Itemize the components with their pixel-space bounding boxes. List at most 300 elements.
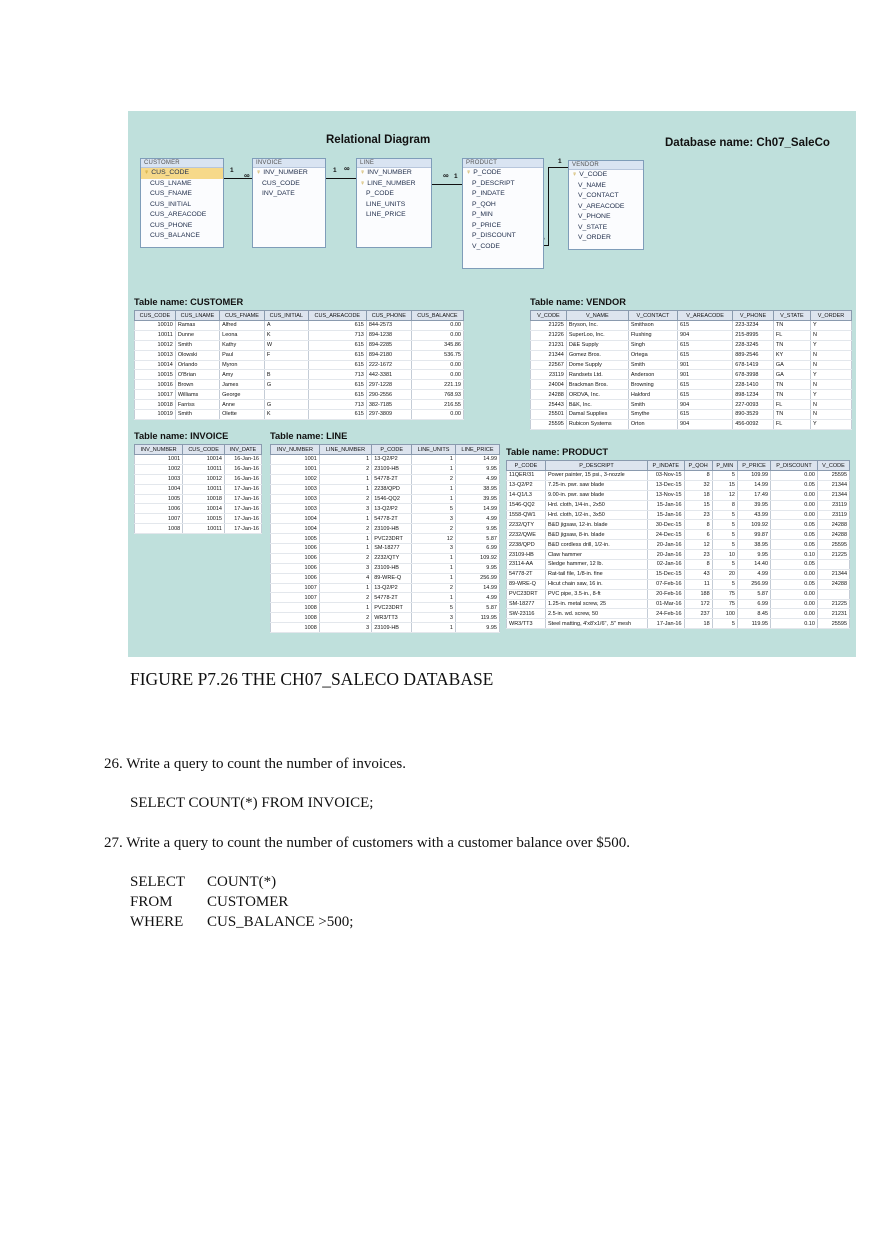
entity-field: CUS_AREACODE	[150, 211, 207, 218]
table-cell: G	[264, 380, 308, 390]
entity-field: P_DESCRIPT	[472, 179, 515, 187]
table-cell: 0.05	[771, 540, 818, 550]
table-cell: 23114-AA	[507, 560, 546, 570]
table-cell: 615	[308, 410, 366, 420]
table-cell: 100	[712, 609, 737, 619]
table-row	[271, 613, 500, 623]
table-cell: Hicut chain saw, 16 in.	[545, 579, 647, 589]
table-cell: 228-3245	[733, 340, 774, 350]
table-cell: 1	[319, 544, 371, 554]
table-cell: 8	[684, 560, 712, 570]
table-cell: 2238/QPD	[507, 540, 546, 550]
table-row	[271, 593, 500, 603]
table-cell: 13-Nov-15	[648, 490, 685, 500]
table-cell: 16-Jan-16	[224, 464, 261, 474]
table-cell: PVC23DRT	[507, 589, 546, 599]
table-cell: 23109-HB	[372, 623, 412, 633]
table-cell: 2238/QPD	[372, 484, 412, 494]
table-row	[135, 464, 262, 474]
table-cell: 615	[308, 380, 366, 390]
table-cell: 1	[412, 455, 456, 465]
table-cell: 25595	[817, 540, 849, 550]
table-cell: 297-3809	[366, 410, 411, 420]
table-cell: Paul	[220, 350, 265, 360]
entity-product[interactable]	[462, 158, 544, 269]
invoice-table	[134, 444, 262, 534]
table-cell: 1007	[271, 593, 320, 603]
table-cell: FL	[773, 330, 810, 340]
table-cell: 10014	[183, 455, 225, 465]
table-row	[531, 340, 852, 350]
table-cell: 256.99	[737, 579, 770, 589]
table-cell: 1003	[271, 494, 320, 504]
table-cell: Smith	[628, 360, 677, 370]
table-cell: 23119	[531, 370, 567, 380]
column-header: CUS_BALANCE	[411, 311, 463, 321]
table-cell: 54778-2T	[507, 569, 546, 579]
table-row	[507, 520, 850, 530]
table-cell: PVC pipe, 3.5-in., 8-ft	[545, 589, 647, 599]
table-cell: 12	[712, 490, 737, 500]
table-cell: 17-Jan-16	[224, 514, 261, 524]
table-cell: 9.95	[455, 524, 499, 534]
table-row	[507, 540, 850, 550]
table-cell: 32	[684, 480, 712, 490]
table-row	[531, 370, 852, 380]
table-cell: 8	[712, 500, 737, 510]
database-name: Database name: Ch07_SaleCo	[665, 137, 830, 149]
table-cell	[264, 390, 308, 400]
table-cell: Williams	[175, 390, 219, 400]
table-cell: 1002	[135, 464, 183, 474]
key-icon: ♀	[466, 169, 472, 176]
entity-field: CUS_CODE	[262, 179, 300, 187]
table-cell: 1005	[271, 534, 320, 544]
table-cell: 615	[677, 340, 732, 350]
table-cell: Y	[810, 340, 851, 350]
table-cell: Y	[810, 370, 851, 380]
table-cell: G	[264, 400, 308, 410]
table-row	[135, 474, 262, 484]
table-row	[507, 579, 850, 589]
table-cell: 1	[319, 455, 371, 465]
table-cell: 2232/QWE	[507, 530, 546, 540]
table-cell: Orton	[628, 419, 677, 429]
table-cell: 0.05	[771, 520, 818, 530]
table-cell: 89-WRE-Q	[507, 579, 546, 589]
table-row	[271, 534, 500, 544]
table-cell: Flushing	[628, 330, 677, 340]
entity-invoice[interactable]	[252, 158, 326, 248]
table-cell: 2	[319, 553, 371, 563]
key-icon: ♀	[360, 179, 366, 187]
table-cell: Singh	[628, 340, 677, 350]
table-cell: Power painter, 15 psi., 3-nozzle	[545, 471, 647, 481]
table-cell: 5.87	[455, 603, 499, 613]
table-cell: 1004	[271, 524, 320, 534]
rel-vendor-top	[548, 167, 568, 168]
table-cell: FL	[773, 400, 810, 410]
table-cell: 1	[412, 623, 456, 633]
sql-where-value: CUS_BALANCE >500;	[207, 914, 354, 930]
table-cell: 223-3234	[733, 321, 774, 331]
column-header: V_CONTACT	[628, 311, 677, 321]
table-cell: 1006	[271, 563, 320, 573]
table-cell: 25595	[817, 619, 849, 629]
table-cell: N	[810, 410, 851, 420]
column-header: P_CODE	[507, 461, 546, 471]
table-cell: 1.25-in. metal screw, 25	[545, 599, 647, 609]
table-cell: A	[264, 321, 308, 331]
table-cell: Orlando	[175, 360, 219, 370]
table-cell: 890-3529	[733, 410, 774, 420]
table-cell: 0.00	[771, 599, 818, 609]
table-cell: 10013	[135, 350, 176, 360]
table-cell: 0.10	[771, 619, 818, 629]
table-cell: 18	[684, 619, 712, 629]
table-cell: 14.99	[455, 504, 499, 514]
table-cell: 23119	[817, 500, 849, 510]
table-cell: 24288	[531, 390, 567, 400]
table-cell: Dunne	[175, 330, 219, 340]
table-cell: 13-Q2/P2	[372, 455, 412, 465]
table-cell: 2.5-in. wd. screw, 50	[545, 609, 647, 619]
table-cell: Smith	[175, 340, 219, 350]
table-cell: 54778-2T	[372, 514, 412, 524]
table-cell: 23	[684, 550, 712, 560]
table-cell: 21225	[817, 599, 849, 609]
entity-line[interactable]	[356, 158, 432, 248]
table-cell: 1	[412, 573, 456, 583]
table-cell: 6.99	[455, 544, 499, 554]
table-cell: George	[220, 390, 265, 400]
entity-field: V_CONTACT	[578, 192, 619, 199]
table-cell: Dome Supply	[566, 360, 628, 370]
table-row	[271, 484, 500, 494]
key-icon: ♀	[256, 169, 262, 176]
table-cell: Brown	[175, 380, 219, 390]
table-cell: 0.00	[411, 410, 463, 420]
table-cell: 222-1672	[366, 360, 411, 370]
entity-field: P_DISCOUNT	[472, 232, 516, 239]
table-cell: 14.40	[737, 560, 770, 570]
column-header: CUS_PHONE	[366, 311, 411, 321]
column-header: LINE_UNITS	[412, 445, 456, 455]
table-cell: 10017	[135, 390, 176, 400]
table-cell: 1001	[135, 455, 183, 465]
card-one: 1	[230, 167, 234, 174]
table-cell: 23	[684, 510, 712, 520]
table-cell: 11	[684, 579, 712, 589]
column-header: V_PHONE	[733, 311, 774, 321]
table-row	[135, 400, 464, 410]
table-cell: 1004	[135, 484, 183, 494]
table-cell: Bryson, Inc.	[566, 321, 628, 331]
table-cell: W	[264, 340, 308, 350]
table-cell: Myron	[220, 360, 265, 370]
table-row	[531, 419, 852, 429]
table-cell: 5	[712, 471, 737, 481]
table-cell: Smith	[628, 400, 677, 410]
table-row	[507, 569, 850, 579]
table-cell: N	[810, 360, 851, 370]
table-cell: 10011	[183, 524, 225, 534]
table-cell: 15	[684, 500, 712, 510]
card-many: ∞	[344, 164, 350, 173]
table-cell: Rubicon Systems	[566, 419, 628, 429]
table-row	[271, 573, 500, 583]
sql-from-keyword: FROM	[130, 894, 173, 910]
table-cell: 24-Dec-15	[648, 530, 685, 540]
table-row	[135, 330, 464, 340]
entity-customer[interactable]	[140, 158, 224, 248]
table-cell: Olowski	[175, 350, 219, 360]
table-cell: 14.99	[455, 583, 499, 593]
table-cell: N	[810, 380, 851, 390]
table-row	[135, 321, 464, 331]
table-cell: 9.95	[737, 550, 770, 560]
table-cell: 1003	[271, 484, 320, 494]
card-one: 1	[454, 173, 458, 180]
table-cell: 0.00	[771, 569, 818, 579]
table-cell: 54778-2T	[372, 474, 412, 484]
customer-table	[134, 310, 464, 420]
table-cell: 13-Q2/P2	[372, 583, 412, 593]
table-cell: 1	[412, 593, 456, 603]
table-cell: Gomez Bros.	[566, 350, 628, 360]
diagram-title: Relational Diagram	[326, 134, 431, 146]
table-row	[135, 455, 262, 465]
table-cell: 1546-QQ2	[507, 500, 546, 510]
table-cell: Steel matting, 4'x8'x1/6", .5" mesh	[545, 619, 647, 629]
table-row	[135, 504, 262, 514]
table-cell: 8	[684, 520, 712, 530]
table-cell: 894-2285	[366, 340, 411, 350]
table-cell: B&D jigsaw, 8-in. blade	[545, 530, 647, 540]
table-cell: 1007	[271, 583, 320, 593]
sql-select-keyword: SELECT	[130, 874, 185, 890]
table-cell: 615	[308, 350, 366, 360]
table-cell: TN	[773, 340, 810, 350]
table-cell: 216.55	[411, 400, 463, 410]
table-cell: Leona	[220, 330, 265, 340]
table-header-row	[271, 445, 500, 455]
table-cell: K	[264, 410, 308, 420]
table-cell: 1006	[135, 504, 183, 514]
table-cell: B&D cordless drill, 1/2-in.	[545, 540, 647, 550]
table-cell: 768.93	[411, 390, 463, 400]
table-header-row	[531, 311, 852, 321]
table-cell: 5	[712, 540, 737, 550]
table-row	[507, 599, 850, 609]
table-cell: 345.86	[411, 340, 463, 350]
entity-title: VENDOR	[569, 161, 643, 170]
table-row	[135, 340, 464, 350]
table-cell: 75	[712, 599, 737, 609]
customer-table-label: Table name: CUSTOMER	[134, 297, 244, 307]
table-row	[507, 609, 850, 619]
table-cell: 894-1238	[366, 330, 411, 340]
table-cell: 17-Jan-16	[224, 494, 261, 504]
table-cell: 0.10	[771, 550, 818, 560]
table-cell: 10012	[135, 340, 176, 350]
table-cell: 20-Jan-16	[648, 550, 685, 560]
column-header: CUS_INITIAL	[264, 311, 308, 321]
entity-field: LINE_PRICE	[366, 211, 406, 218]
table-cell: 0.00	[411, 321, 463, 331]
table-cell: 1008	[271, 623, 320, 633]
table-row	[135, 390, 464, 400]
table-cell: 1	[412, 553, 456, 563]
table-cell: 1008	[135, 524, 183, 534]
table-cell: Farriss	[175, 400, 219, 410]
table-cell: 10019	[135, 410, 176, 420]
table-cell: Y	[810, 321, 851, 331]
table-cell: 1	[319, 534, 371, 544]
table-cell: 14.99	[455, 455, 499, 465]
column-header: LINE_PRICE	[455, 445, 499, 455]
table-row	[135, 524, 262, 534]
table-row	[507, 500, 850, 510]
column-header: INV_DATE	[224, 445, 261, 455]
table-cell: Browning	[628, 380, 677, 390]
table-cell: 1006	[271, 553, 320, 563]
table-cell: Amy	[220, 370, 265, 380]
table-cell: 678-1419	[733, 360, 774, 370]
table-cell: Ortega	[628, 350, 677, 360]
table-cell: 13-Q2/P2	[507, 480, 546, 490]
column-header: V_STATE	[773, 311, 810, 321]
column-header: V_ORDER	[810, 311, 851, 321]
table-cell: GA	[773, 360, 810, 370]
table-cell: 615	[308, 340, 366, 350]
table-cell: 7.25-in. pwr. saw blade	[545, 480, 647, 490]
table-cell: 109.92	[737, 520, 770, 530]
table-cell: 23119	[817, 510, 849, 520]
table-cell: Ramas	[175, 321, 219, 331]
table-cell: Hakford	[628, 390, 677, 400]
table-cell: Alfred	[220, 321, 265, 331]
entity-field-key: ♀ V_CODE	[572, 171, 608, 178]
table-cell: 22567	[531, 360, 567, 370]
table-cell: 109.99	[737, 471, 770, 481]
table-cell: 9.95	[455, 563, 499, 573]
column-header: V_CODE	[531, 311, 567, 321]
table-cell: 10	[712, 550, 737, 560]
table-cell: 13-Dec-15	[648, 480, 685, 490]
table-cell: 615	[677, 321, 732, 331]
table-cell: 615	[308, 360, 366, 370]
entity-field: LINE_UNITS	[366, 200, 406, 208]
table-cell: 8.45	[737, 609, 770, 619]
table-cell: 21231	[817, 609, 849, 619]
table-cell: 5	[412, 504, 456, 514]
column-header: P_MIN	[712, 461, 737, 471]
table-cell: 10015	[183, 514, 225, 524]
column-header: CUS_LNAME	[175, 311, 219, 321]
table-row	[531, 410, 852, 420]
table-cell: 15-Jan-16	[648, 510, 685, 520]
table-cell: TN	[773, 390, 810, 400]
table-header-row	[135, 311, 464, 321]
table-cell: K	[264, 330, 308, 340]
table-row	[135, 514, 262, 524]
table-cell: 5	[712, 560, 737, 570]
table-cell: 39.95	[737, 500, 770, 510]
table-cell: 10011	[183, 484, 225, 494]
table-cell: 1	[412, 464, 456, 474]
table-row	[271, 504, 500, 514]
table-cell: KY	[773, 350, 810, 360]
table-cell: O'Brian	[175, 370, 219, 380]
table-cell: 0.05	[771, 579, 818, 589]
entity-field: V_STATE	[578, 223, 608, 231]
table-cell: 678-3998	[733, 370, 774, 380]
table-cell: 21344	[531, 350, 567, 360]
table-cell: 03-Nov-15	[648, 471, 685, 481]
table-cell: 9.95	[455, 464, 499, 474]
invoice-table-label: Table name: INVOICE	[134, 431, 229, 441]
table-cell: 0.00	[771, 471, 818, 481]
table-cell: 9.95	[455, 623, 499, 633]
table-row	[507, 490, 850, 500]
entity-field: CUS_BALANCE	[150, 232, 200, 239]
table-cell: Kathy	[220, 340, 265, 350]
table-cell: 1006	[271, 544, 320, 554]
table-cell: SW-23116	[507, 609, 546, 619]
table-cell: 15-Jan-16	[648, 500, 685, 510]
table-cell: 10010	[135, 321, 176, 331]
table-cell: SM-18277	[372, 544, 412, 554]
table-cell: 39.95	[455, 494, 499, 504]
table-cell: 17.49	[737, 490, 770, 500]
table-cell: 2232/QTY	[507, 520, 546, 530]
table-cell: ORDVA, Inc.	[566, 390, 628, 400]
table-cell: Anne	[220, 400, 265, 410]
table-cell: SM-18277	[507, 599, 546, 609]
table-cell: 1558-QW1	[507, 510, 546, 520]
entity-title: PRODUCT	[463, 159, 543, 168]
table-cell: 07-Feb-16	[648, 579, 685, 589]
table-cell: 54778-2T	[372, 593, 412, 603]
table-cell: Randsets Ltd.	[566, 370, 628, 380]
line-table-label: Table name: LINE	[270, 431, 348, 441]
table-cell: 1	[319, 474, 371, 484]
entity-field: V_PHONE	[578, 213, 611, 220]
column-header: V_AREACODE	[677, 311, 732, 321]
table-row	[135, 360, 464, 370]
entity-field: V_CODE	[472, 242, 500, 250]
table-cell: 1006	[271, 573, 320, 583]
table-cell: PVC23DRT	[372, 534, 412, 544]
table-cell: 119.95	[737, 619, 770, 629]
table-cell	[264, 360, 308, 370]
table-cell: 1004	[271, 514, 320, 524]
column-header: CUS_CODE	[183, 445, 225, 455]
table-cell: 382-7185	[366, 400, 411, 410]
table-row	[507, 550, 850, 560]
table-cell: 904	[677, 400, 732, 410]
entity-field: V_AREACODE	[578, 202, 625, 210]
rel-vendor-product-v	[548, 167, 549, 245]
entity-field: P_QOH	[472, 200, 496, 208]
key-icon: ♀	[144, 169, 150, 176]
table-cell: 10018	[183, 494, 225, 504]
table-cell: Sledge hammer, 12 lb.	[545, 560, 647, 570]
table-cell: 1	[319, 484, 371, 494]
entity-vendor[interactable]	[568, 160, 644, 250]
table-cell: Y	[810, 390, 851, 400]
